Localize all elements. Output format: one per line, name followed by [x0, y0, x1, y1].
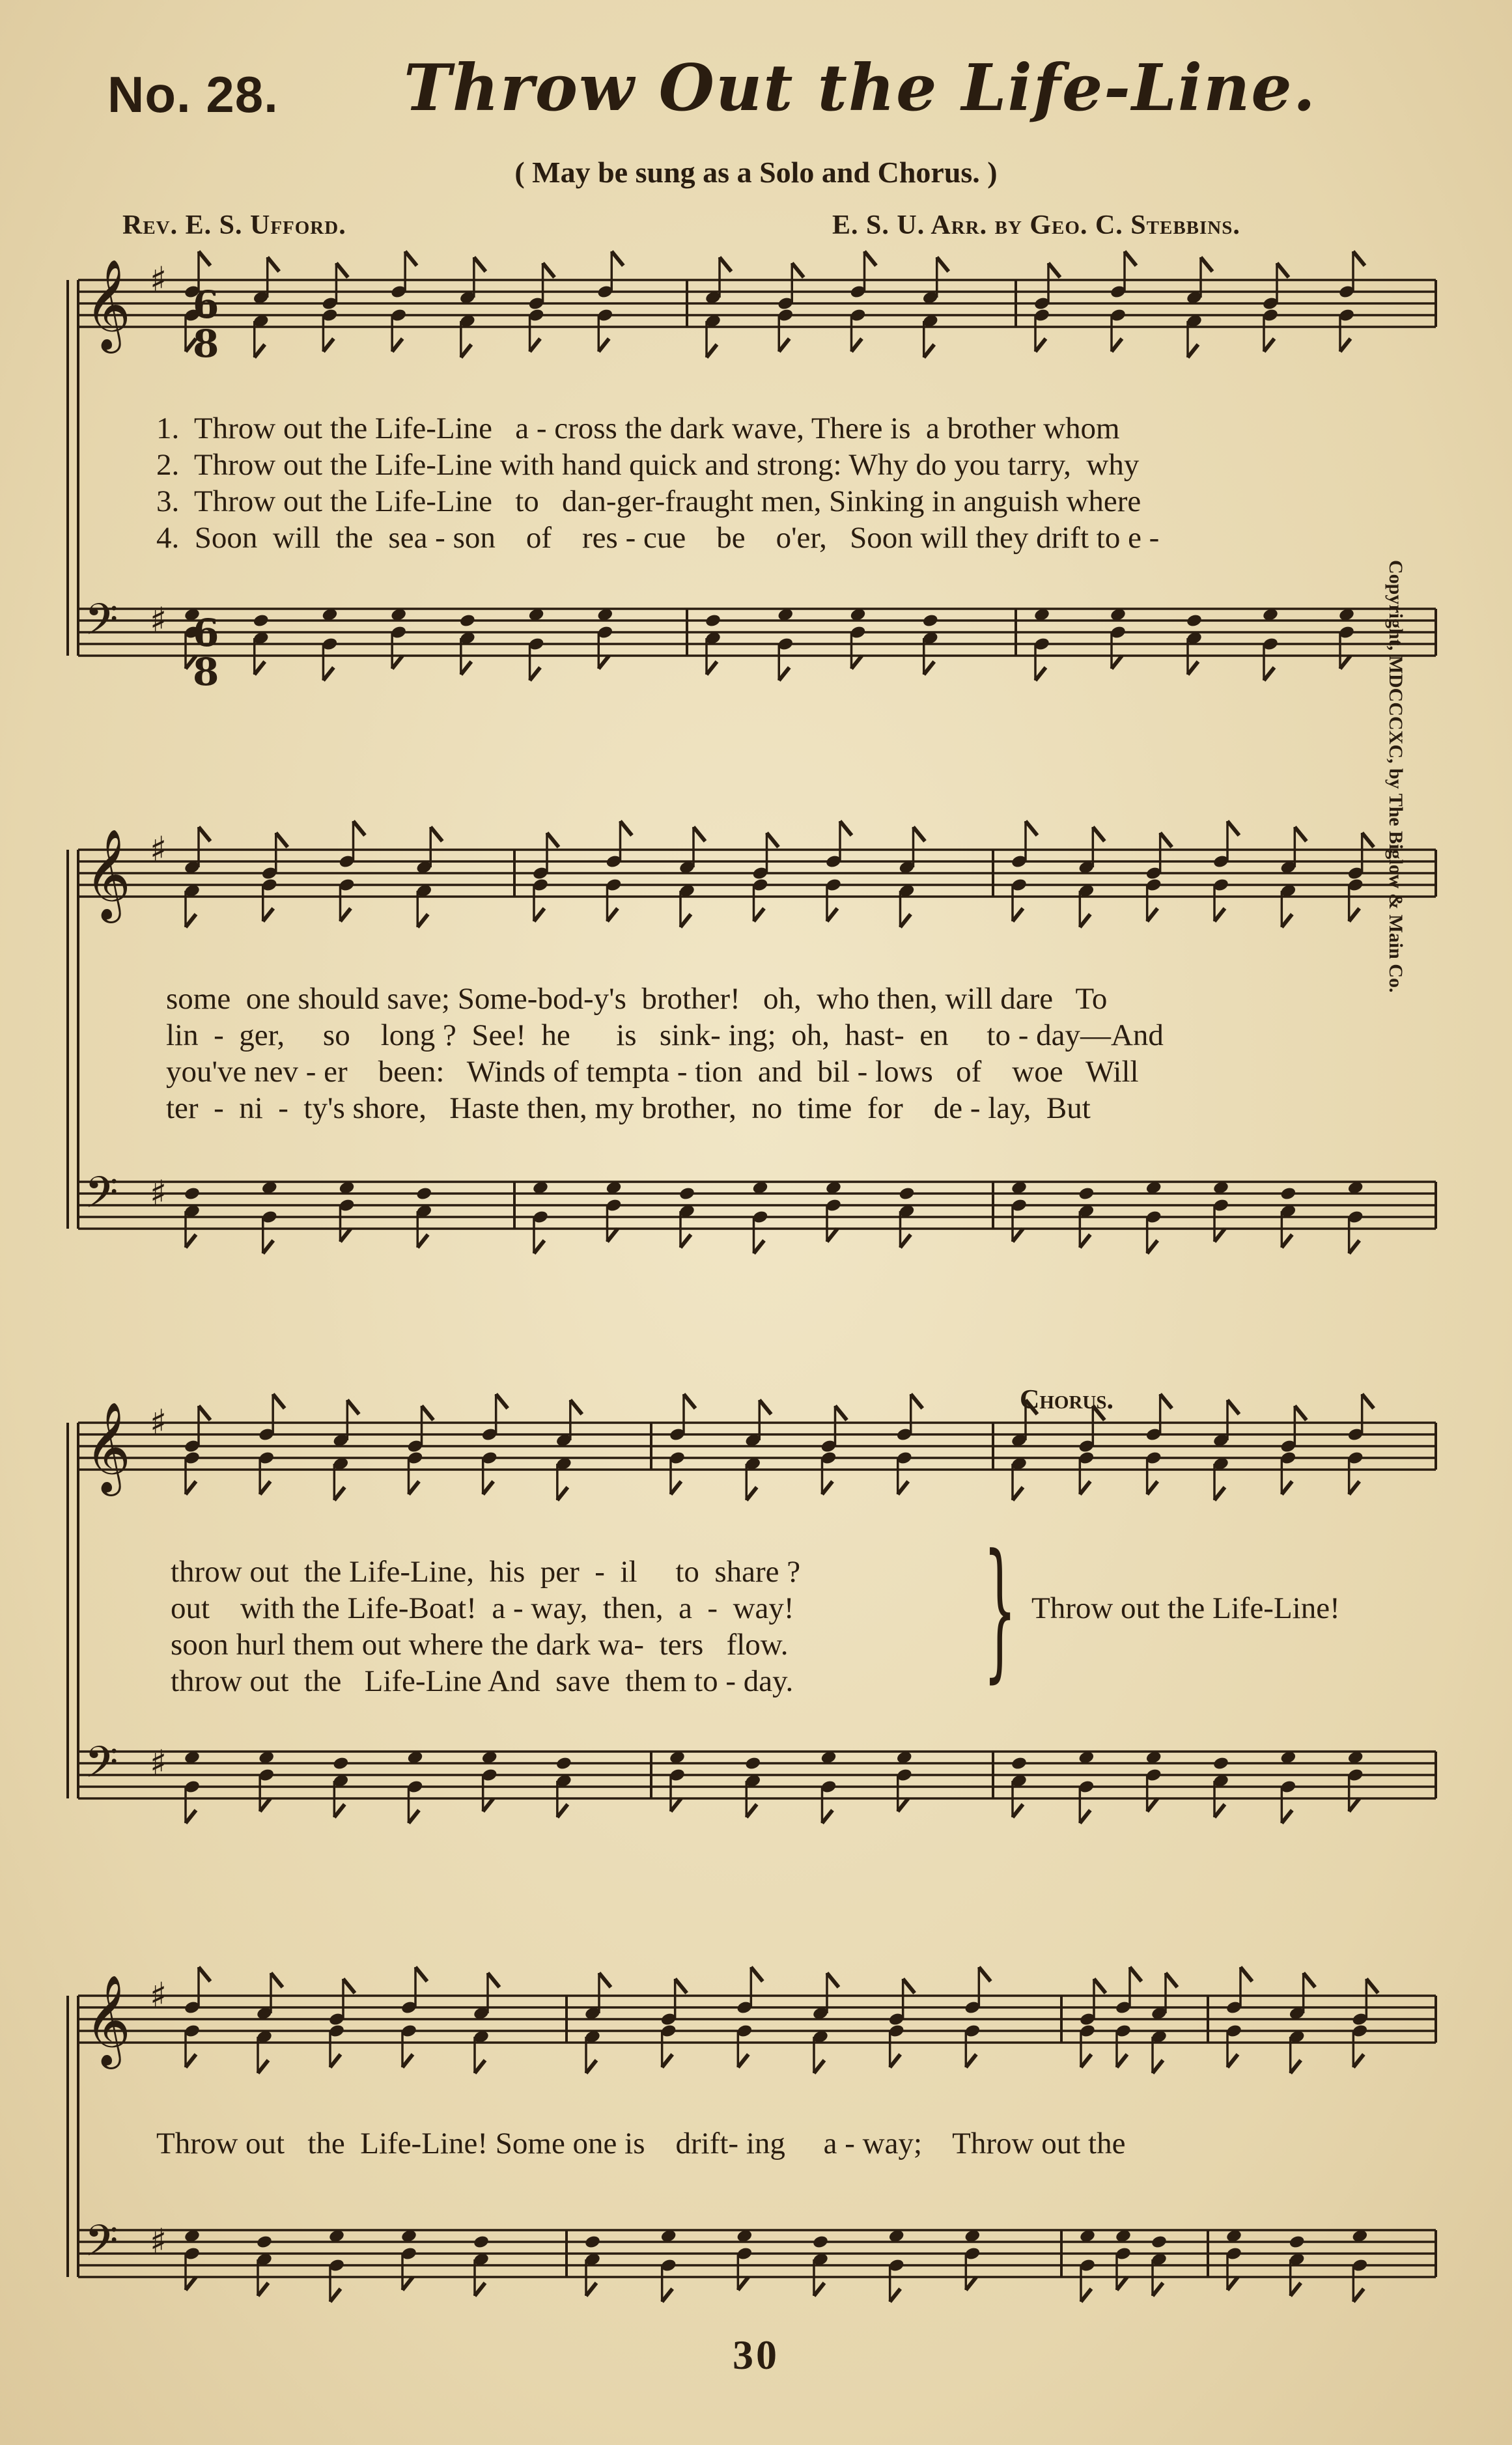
- note-flag: [186, 2277, 196, 2290]
- note-flag: [330, 2289, 341, 2302]
- note-flag: [1227, 821, 1239, 835]
- note-flag: [260, 1481, 270, 1494]
- note-flag: [1281, 914, 1292, 927]
- notehead: [473, 2235, 490, 2250]
- lyric-line: you've nev - er been: Winds of tempta - tion and bil - lows of woe Will: [166, 1055, 1139, 1089]
- sharp-icon: ♯: [150, 1742, 167, 1783]
- note-flag: [334, 1487, 344, 1500]
- note-flag: [186, 1481, 196, 1494]
- lyric-line: 3. Throw out the Life-Line to dan-ger-fraught men, Sinking in anguish where: [156, 484, 1141, 518]
- sharp-icon: ♯: [150, 1172, 167, 1214]
- notehead: [1280, 1186, 1296, 1201]
- bass-clef-icon: 𝄢: [85, 1167, 119, 1228]
- note-flag: [570, 1400, 582, 1414]
- note-flag: [1013, 1487, 1023, 1500]
- note-flag: [1349, 1798, 1360, 1811]
- note-flag: [1281, 1810, 1292, 1823]
- treble-staff: [78, 280, 1436, 327]
- note-flag: [530, 667, 540, 680]
- notehead: [332, 1756, 349, 1771]
- note-flag: [1153, 2283, 1163, 2296]
- bass-staff: [78, 609, 1436, 656]
- note-flag: [586, 2060, 596, 2073]
- note-flag: [199, 251, 210, 266]
- note-flag: [392, 656, 402, 669]
- composer-credit: E. S. U. Arr. by Geo. C. Stebbins.: [832, 210, 1240, 240]
- lyric-line: out with the Life-Boat! a - way, then, a - way!: [171, 1591, 794, 1625]
- note-flag: [263, 1240, 273, 1253]
- note-flag: [330, 2054, 341, 2067]
- bass-time-signature-top: 6: [193, 611, 219, 655]
- sharp-icon: ♯: [150, 258, 167, 300]
- notehead: [415, 1186, 432, 1201]
- note-flag: [323, 339, 333, 352]
- chorus-lyrics-system-4: Throw out the Life-Line! Some one is drift- ing a - way; Throw out the: [156, 2127, 1126, 2160]
- note-flag: [693, 827, 705, 841]
- note-flag: [186, 914, 196, 927]
- note-flag: [430, 827, 442, 841]
- note-flag: [599, 1973, 611, 1987]
- note-flag: [1013, 908, 1023, 921]
- note-flag: [258, 2060, 268, 2073]
- note-flag: [792, 263, 804, 277]
- note-flag: [1227, 1400, 1239, 1414]
- note-flag: [1112, 656, 1122, 669]
- note-flag: [754, 908, 764, 921]
- note-flag: [671, 1798, 681, 1811]
- note-flag: [598, 339, 609, 352]
- note-flag: [1094, 1979, 1106, 1993]
- note-flag: [852, 656, 862, 669]
- treble-clef-icon: 𝄞: [85, 829, 131, 919]
- copyright-notice: Copyright, MDCCCXC, by The Biglow & Main Co.: [1385, 560, 1407, 993]
- note-flag: [474, 257, 486, 272]
- note-flag: [840, 821, 852, 835]
- note-flag: [402, 2054, 413, 2067]
- note-flag: [268, 257, 279, 272]
- chorus-lyric: Throw out the Life-Line!: [1031, 1591, 1340, 1625]
- note-flag: [1035, 339, 1046, 352]
- note-flag: [475, 2060, 485, 2073]
- lyric-line: 4. Soon will the sea - son of res - cue be o'er, Soon will they drift to e -: [156, 521, 1160, 555]
- note-flag: [1117, 2054, 1127, 2067]
- note-flag: [1264, 339, 1274, 352]
- note-flag: [814, 2060, 824, 2073]
- note-flag: [1035, 667, 1046, 680]
- note-flag: [1353, 2289, 1364, 2302]
- notehead: [1078, 1186, 1095, 1201]
- verse-lyrics-system-3: [171, 1554, 800, 1699]
- lyric-line: some one should save; Some-bod-y's brother! oh, who then, will dare To: [166, 982, 1108, 1016]
- note-flag: [186, 1810, 196, 1823]
- note-flag: [586, 2283, 596, 2296]
- notehead: [812, 2235, 829, 2250]
- note-flag: [199, 1406, 210, 1420]
- bass-time-signature-bottom: 8: [193, 650, 219, 694]
- note-flag: [405, 251, 417, 266]
- note-flag: [1093, 827, 1104, 841]
- note-flag: [263, 908, 273, 921]
- note-flag: [1281, 1481, 1292, 1494]
- note-flag: [1214, 908, 1225, 921]
- note-flag: [475, 2283, 485, 2296]
- notehead: [584, 2235, 601, 2250]
- note-flag: [1153, 2060, 1163, 2073]
- note-flag: [1227, 2054, 1238, 2067]
- note-flag: [835, 1406, 847, 1420]
- note-flag: [924, 344, 934, 357]
- note-flag: [534, 1240, 544, 1253]
- note-flag: [557, 1487, 568, 1500]
- sharp-icon: ♯: [150, 1974, 167, 2016]
- notehead: [1011, 1756, 1028, 1771]
- chorus-label: Chorus.: [1020, 1385, 1113, 1415]
- notehead: [898, 1186, 915, 1201]
- notehead: [253, 613, 270, 628]
- note-flag: [720, 257, 731, 272]
- note-flag: [1080, 1481, 1090, 1494]
- time-signature-top: 6: [193, 283, 219, 327]
- note-flag: [1291, 2060, 1301, 2073]
- note-flag: [1166, 1973, 1177, 1987]
- note-flag: [496, 1394, 508, 1408]
- sharp-icon: ♯: [150, 1401, 167, 1443]
- note-flag: [483, 1481, 494, 1494]
- note-flag: [347, 1400, 359, 1414]
- note-flag: [1147, 908, 1158, 921]
- notehead: [1151, 2235, 1168, 2250]
- note-flag: [258, 2283, 268, 2296]
- note-flag: [621, 821, 632, 835]
- note-flag: [186, 2054, 196, 2067]
- note-flag: [707, 344, 717, 357]
- note-flag: [1214, 1804, 1225, 1817]
- note-flag: [260, 1798, 270, 1811]
- note-flag: [402, 2277, 413, 2290]
- note-flag: [1264, 667, 1274, 680]
- note-flag: [814, 2283, 824, 2296]
- note-flag: [979, 1967, 990, 1981]
- note-flag: [1362, 1394, 1374, 1408]
- treble-clef-icon: 𝄞: [85, 1975, 131, 2065]
- note-flag: [746, 1804, 757, 1817]
- note-flag: [914, 827, 925, 841]
- verse-lyrics-system-2: [166, 981, 1164, 1126]
- note-flag: [822, 1810, 833, 1823]
- notehead: [1186, 613, 1203, 628]
- note-flag: [684, 1394, 695, 1408]
- note-flag: [271, 1973, 283, 1987]
- note-flag: [1340, 656, 1351, 669]
- note-flag: [392, 339, 402, 352]
- note-flag: [1147, 1798, 1158, 1811]
- note-flag: [323, 667, 333, 680]
- note-flag: [199, 827, 210, 841]
- note-flag: [1026, 821, 1037, 835]
- notehead: [1289, 2235, 1306, 2250]
- note-flag: [547, 833, 559, 847]
- note-flag: [675, 1979, 687, 1993]
- note-flag: [671, 1481, 681, 1494]
- notehead: [922, 613, 939, 628]
- page-number: 30: [733, 2332, 779, 2378]
- note-flag: [417, 914, 428, 927]
- note-flag: [543, 263, 555, 277]
- note-flag: [557, 1804, 568, 1817]
- note-flag: [1304, 1973, 1315, 1987]
- note-flag: [1295, 1406, 1306, 1420]
- notehead: [1212, 1756, 1229, 1771]
- note-flag: [1013, 1804, 1023, 1817]
- note-flag: [1130, 1967, 1141, 1981]
- note-flag: [746, 1487, 757, 1500]
- sharp-icon: ♯: [150, 2220, 167, 2262]
- note-flag: [707, 662, 717, 675]
- note-flag: [827, 1229, 837, 1242]
- note-flag: [354, 821, 365, 835]
- note-flag: [898, 1798, 908, 1811]
- note-flag: [911, 1394, 923, 1408]
- lyric-line: 1. Throw out the Life-Line a - cross the dark wave, There is a brother whom: [156, 412, 1120, 445]
- note-flag: [738, 2277, 748, 2290]
- notehead: [184, 1186, 201, 1201]
- note-flag: [1013, 1229, 1023, 1242]
- note-flag: [422, 1406, 434, 1420]
- notehead: [744, 1756, 761, 1771]
- note-flag: [417, 1235, 428, 1248]
- note-flag: [186, 1235, 196, 1248]
- note-flag: [767, 833, 779, 847]
- notehead: [555, 1756, 572, 1771]
- note-flag: [898, 1481, 908, 1494]
- note-flag: [608, 908, 618, 921]
- notehead: [256, 2235, 273, 2250]
- note-flag: [276, 833, 288, 847]
- note-flag: [1227, 2277, 1238, 2290]
- treble-clef-icon: 𝄞: [85, 1402, 131, 1492]
- note-flag: [1349, 1240, 1360, 1253]
- note-flag: [343, 1979, 355, 1993]
- note-flag: [534, 908, 544, 921]
- bass-clef-icon: 𝄢: [85, 1737, 119, 1798]
- note-flag: [1340, 339, 1351, 352]
- note-flag: [754, 1240, 764, 1253]
- note-flag: [1281, 1235, 1292, 1248]
- note-flag: [1048, 263, 1060, 277]
- note-flag: [255, 344, 265, 357]
- lyric-line: soon hurl them out where the dark wa- ters flow.: [171, 1628, 789, 1662]
- note-flag: [1295, 827, 1306, 841]
- note-flag: [1081, 2054, 1091, 2067]
- note-flag: [1349, 908, 1360, 921]
- note-flag: [662, 2289, 673, 2302]
- bass-clef-icon: 𝄢: [85, 594, 119, 655]
- note-flag: [461, 662, 471, 675]
- note-flag: [903, 1979, 915, 1993]
- lyric-brace: }: [983, 1523, 1017, 1697]
- note-flag: [1080, 914, 1090, 927]
- note-flag: [611, 251, 623, 266]
- note-flag: [1214, 1487, 1225, 1500]
- note-flag: [779, 339, 789, 352]
- note-flag: [1277, 263, 1289, 277]
- note-flag: [680, 914, 691, 927]
- note-flag: [1160, 1394, 1172, 1408]
- note-flag: [1080, 1235, 1090, 1248]
- note-flag: [1188, 662, 1198, 675]
- note-flag: [852, 339, 862, 352]
- note-flag: [865, 251, 876, 266]
- note-flag: [1353, 2054, 1364, 2067]
- note-flag: [822, 1481, 833, 1494]
- sharp-icon: ♯: [150, 828, 167, 870]
- lyricist-credit: Rev. E. S. Ufford.: [122, 210, 346, 240]
- note-flag: [779, 667, 789, 680]
- note-flag: [827, 1973, 839, 1987]
- note-flag: [1147, 1481, 1158, 1494]
- note-flag: [1188, 344, 1198, 357]
- note-flag: [1117, 2277, 1127, 2290]
- note-flag: [409, 1481, 419, 1494]
- note-flag: [1291, 2283, 1301, 2296]
- note-flag: [901, 1235, 911, 1248]
- note-flag: [1214, 1229, 1225, 1242]
- note-flag: [1147, 1240, 1158, 1253]
- note-flag: [937, 257, 949, 272]
- note-flag: [608, 1229, 618, 1242]
- notehead: [459, 613, 476, 628]
- hymn-subtitle: ( May be sung as a Solo and Chorus. ): [514, 156, 998, 189]
- note-flag: [1349, 1481, 1360, 1494]
- note-flag: [1112, 339, 1122, 352]
- note-flag: [966, 2054, 976, 2067]
- sharp-icon: ♯: [150, 599, 167, 641]
- note-flag: [662, 2054, 673, 2067]
- lyric-line: 2. Throw out the Life-Line with hand quick and strong: Why do you tarry, why: [156, 448, 1140, 482]
- note-flag: [751, 1967, 763, 1981]
- note-flag: [409, 1810, 419, 1823]
- note-flag: [1160, 833, 1172, 847]
- note-flag: [890, 2289, 901, 2302]
- note-flag: [738, 2054, 748, 2067]
- hymn-title: Throw Out the Life-Line.: [404, 51, 1317, 126]
- note-flag: [1080, 1810, 1090, 1823]
- note-flag: [336, 263, 348, 277]
- note-flag: [255, 662, 265, 675]
- verse-lyrics-system-1: [156, 410, 1159, 556]
- note-flag: [461, 344, 471, 357]
- note-flag: [1362, 833, 1374, 847]
- lyric-line: throw out the Life-Line And save them to - day.: [171, 1664, 794, 1698]
- note-flag: [334, 1804, 344, 1817]
- notehead: [679, 1186, 695, 1201]
- note-flag: [488, 1973, 499, 1987]
- note-flag: [827, 908, 837, 921]
- note-flag: [1125, 251, 1136, 266]
- lyric-line: lin - ger, so long ? See! he is sink- ing; oh, hast- en to - day—And: [166, 1018, 1164, 1052]
- note-flag: [273, 1394, 285, 1408]
- note-flag: [680, 1235, 691, 1248]
- note-flag: [598, 656, 609, 669]
- note-flag: [530, 339, 540, 352]
- note-flag: [890, 2054, 901, 2067]
- note-flag: [199, 1967, 210, 1981]
- note-flag: [1240, 1967, 1252, 1981]
- notehead: [705, 613, 721, 628]
- note-flag: [759, 1400, 771, 1414]
- note-flag: [966, 2277, 976, 2290]
- time-signature-bottom: 8: [193, 322, 219, 366]
- note-flag: [341, 1229, 351, 1242]
- note-flag: [415, 1967, 427, 1981]
- note-flag: [483, 1798, 494, 1811]
- treble-clef-icon: 𝄞: [85, 259, 131, 350]
- bass-clef-icon: 𝄢: [85, 2216, 119, 2276]
- lyric-line: ter - ni - ty's shore, Haste then, my brother, no time for de - lay, But: [166, 1091, 1091, 1125]
- note-flag: [1201, 257, 1212, 272]
- note-flag: [901, 914, 911, 927]
- note-flag: [341, 908, 351, 921]
- note-flag: [1353, 251, 1365, 266]
- note-flag: [924, 662, 934, 675]
- note-flag: [1366, 1979, 1378, 1993]
- hymn-number: No. 28.: [107, 66, 279, 123]
- lyric-line: throw out the Life-Line, his per - il to share ?: [171, 1555, 801, 1589]
- note-flag: [1081, 2289, 1091, 2302]
